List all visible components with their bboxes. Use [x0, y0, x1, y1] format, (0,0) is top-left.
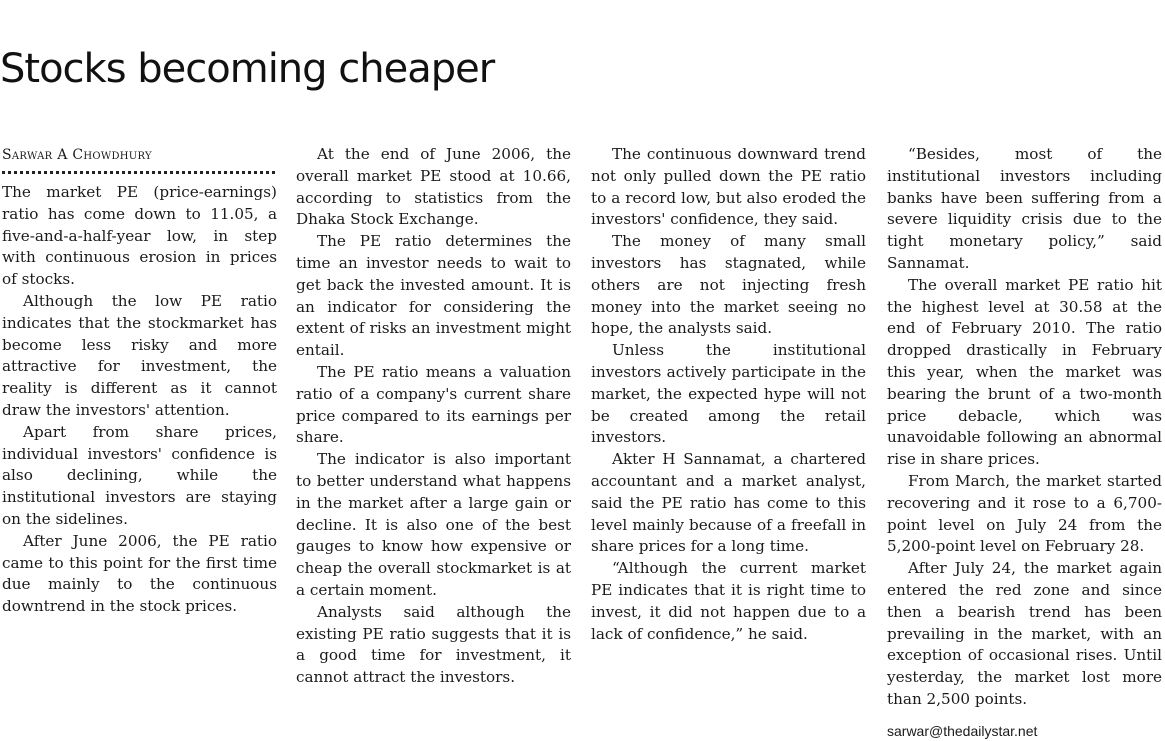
paragraph: Analysts said although the existing PE ratio suggests that it is a good time for investment, it cannot attract the investors.	[296, 602, 571, 687]
paragraph: The PE ratio means a valuation ratio of a company's current share price compared to its earnings per share.	[296, 362, 571, 447]
paragraph: “Besides, most of the institutional investors including banks have been suffering from a severe liquidity crisis due to the tight monetary policy,” said Sannamat.	[887, 145, 1162, 272]
paragraph: The indicator is also important to better understand what happens in the market after a large gain or decline. It is also one of the best gauges to know how expensive or cheap the overall stockmarket is at a certain moment.	[296, 450, 571, 599]
paragraph: The overall market PE ratio hit the highest level at 30.58 at the end of February 2010. The ratio dropped drastically in February this year, when the market was bearing the brunt of a two-month price debacle, which was unavoidable following an abnormal rise in share prices.	[887, 275, 1162, 469]
paragraph: The market PE (price-earnings) ratio has come down to 11.05, a five-and-a-half-year low, in step with continuous erosion in prices of stocks.	[2, 183, 277, 289]
paragraph: “Although the current market PE indicates that it is right time to invest, it did not happen due to a lack of confidence,” he said.	[591, 559, 866, 643]
paragraph: The continuous downward trend not only pulled down the PE ratio to a record low, but also eroded the investors' confidence, they said.	[591, 145, 866, 229]
paragraph: Although the low PE ratio indicates that the stockmarket has become less risky and more attractive for investment, the reality is different as it cannot draw the investors' attention.	[2, 291, 277, 419]
paragraph: Unless the institutional investors actively participate in the market, the expected hype will not be created among the retail investors.	[591, 341, 866, 447]
paragraph: From March, the market started recovering and it rose to a 6,700-point level on July 24 from the 5,200-point level on February 28.	[887, 471, 1162, 556]
paragraph: Apart from share prices, individual investors' confidence is also declining, while the institutional investors are staying on the sidelines.	[2, 422, 277, 528]
paragraph: The PE ratio determines the time an investor needs to wait to get back the invested amount. It is an indicator for considering the extent of risks an investment might entail.	[296, 232, 571, 360]
column-1	[2, 144, 277, 618]
paragraph: After July 24, the market again entered the red zone and since then a bearish trend has been prevailing in the market, with an exception of occasional rises. Until yesterday, the market lost more than 2,500 points.	[887, 559, 1162, 708]
column-3	[591, 144, 866, 645]
author-email: sarwar@thedailystar.net	[887, 722, 1038, 739]
byline-dotted-rule	[2, 171, 275, 174]
paragraph: Akter H Sannamat, a chartered accountant and a market analyst, said the PE ratio has come to this level mainly because of a freefall in share prices for a long time.	[591, 450, 866, 556]
headline: Stocks becoming cheaper	[0, 46, 495, 92]
paragraph: At the end of June 2006, the overall market PE stood at 10.66, according to statistics from the Dhaka Stock Exchange.	[296, 145, 571, 229]
paragraph: The money of many small investors has stagnated, while others are not injecting fresh money into the market seeing no hope, the analysts said.	[591, 232, 866, 338]
paragraph: After June 2006, the PE ratio came to this point for the first time due mainly to the continuous downtrend in the stock prices.	[2, 531, 277, 616]
byline: Sarwar A Chowdhury	[2, 147, 152, 163]
column-2	[296, 144, 571, 689]
column-4	[887, 144, 1162, 741]
